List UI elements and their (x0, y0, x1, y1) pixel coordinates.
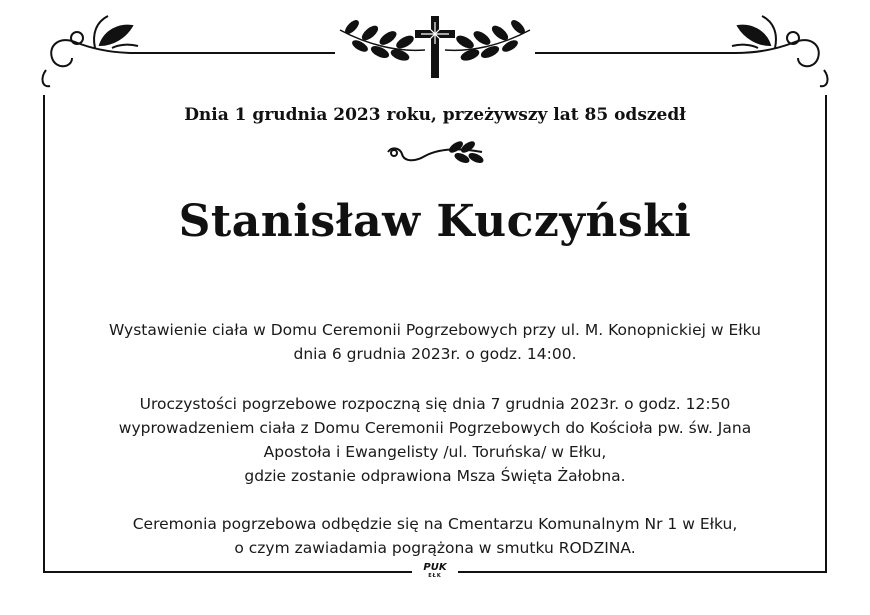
text-line: gdzie zostanie odprawiona Msza Święta Żałobna. (244, 467, 626, 485)
text-line: Uroczystości pogrzebowe rozpoczną się dnia 7 grudnia 2023r. o godz. 12:50 (139, 395, 731, 413)
death-date-heading: Dnia 1 grudnia 2023 roku, przeżywszy lat 85 odszedł (184, 105, 686, 125)
floral-flourish-icon (732, 16, 827, 86)
viewing-info-paragraph (60, 318, 810, 366)
logo-text: PUK (423, 562, 447, 573)
burial-info-paragraph (60, 512, 810, 560)
funeral-ceremony-paragraph (60, 392, 810, 488)
text-line: o czym zawiadamia pogrążona w smutku RODZINA. (234, 539, 636, 557)
text-line: Apostoła i Ewangelisty /ul. Toruńska/ w Ełku, (263, 443, 607, 461)
leaf-branch-divider-icon (388, 141, 484, 164)
cross-with-laurel-branches-icon (340, 16, 530, 78)
text-line: Wystawienie ciała w Domu Ceremonii Pogrzebowych przy ul. M. Konopnickiej w Ełku (108, 321, 761, 339)
text-line: wyprowadzeniem ciała z Domu Ceremonii Pogrzebowych do Kościoła pw. św. Jana (118, 419, 752, 437)
deceased-name: Stanisław Kuczyński (178, 196, 692, 247)
text-line: dnia 6 grudnia 2023r. o godz. 14:00. (293, 345, 577, 363)
logo-subtext: EŁK (428, 573, 442, 579)
text-line: Ceremonia pogrzebowa odbędzie się na Cmentarzu Komunalnym Nr 1 w Ełku, (132, 515, 738, 533)
company-logo (417, 563, 453, 579)
floral-flourish-icon (43, 16, 138, 86)
